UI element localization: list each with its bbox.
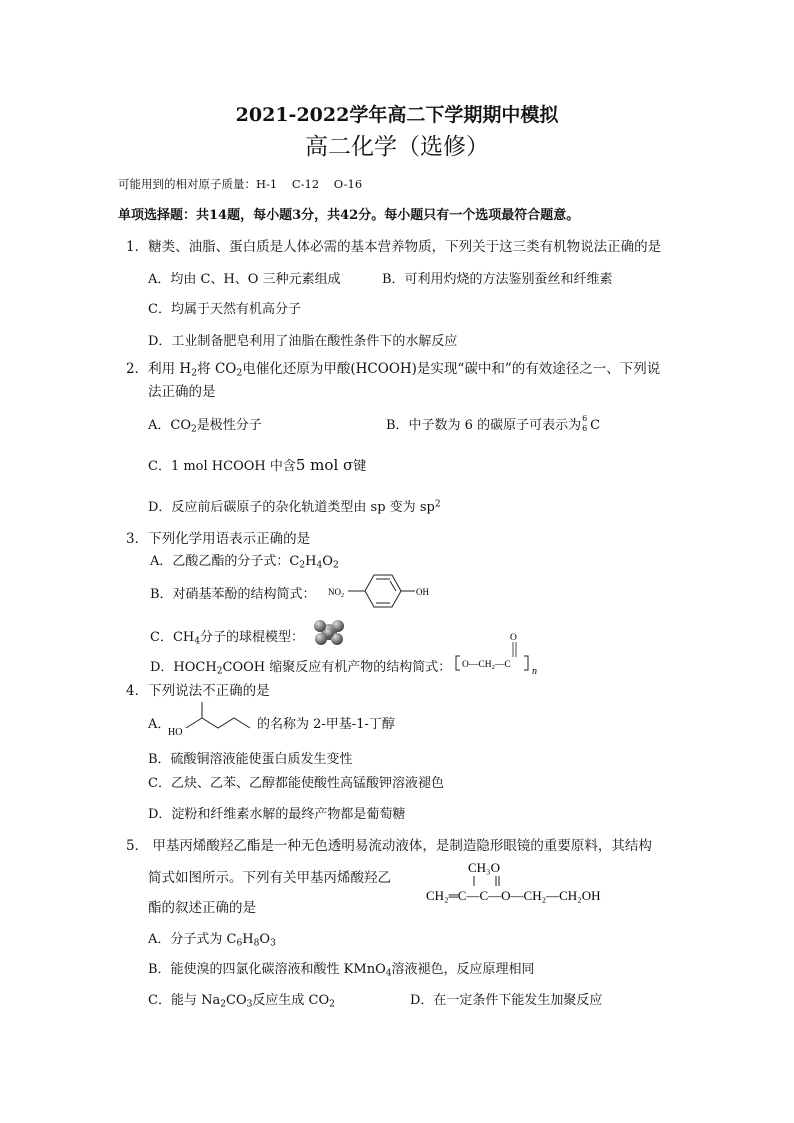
ch4-ball-stick-model <box>312 618 346 646</box>
q2-stem-line2: 法正确的是 <box>148 384 216 400</box>
no2-label: $NO_2$ <box>328 587 344 599</box>
q5-stem: 5． 甲基丙烯酸羟乙酯是一种无色透明易流动液体，是制造隐形眼镜的重要原料，其结构 <box>126 838 652 854</box>
q3-option-d: D．$HOCH_2COOH$ 缩聚反应有机产物的结构简式： <box>150 660 452 677</box>
q3-option-a: A．乙酸乙酯的分子式：$C_2H_4O_2$ <box>150 554 339 571</box>
q2-stem: 2．利用 $H_2$将 $CO_2$电催化还原为甲酸(HCOOH)是实现“碳中和”的有效途径之一、下列说 <box>126 361 661 379</box>
exam-title: 2021-2022学年高二下学期期中模拟 <box>235 104 559 126</box>
p-nitrophenol-structure <box>328 570 438 614</box>
q5-stem-line3: 酯的叙述正确的是 <box>148 900 256 916</box>
q1-option-a: A．均由 C、H、O 三种元素组成 <box>148 272 341 287</box>
q3-option-c: C．$CH_4$分子的球棍模型： <box>150 630 305 647</box>
q5-stem-line2: 简式如图所示。下列有关甲基丙烯酸羟乙 <box>148 870 391 886</box>
formula-top-line: CH₃O <box>468 860 500 875</box>
q4-option-a-text: 的名称为 2-甲基-1-丁醇 <box>257 717 395 732</box>
ho-label: HO <box>168 727 183 738</box>
q2-option-c: C．1 mol HCOOH 中含5 mol σ键 <box>148 456 367 474</box>
q3-stem: 3．下列化学用语表示正确的是 <box>126 531 311 547</box>
q5-option-c: C．能与 $Na_2CO_3$反应生成 $CO_2$ <box>148 993 335 1010</box>
hema-structural-formula <box>424 858 654 908</box>
section-heading: 单项选择题：共14题，每小题3分，共42分。每小题只有一个选项最符合题意。 <box>118 208 580 223</box>
q5-option-a: A．分子式为 $C_6H_8O_3$ <box>148 932 276 949</box>
q1-option-c: C．均属于天然有机高分子 <box>148 302 301 317</box>
q2-option-a: A．$CO_2$是极性分子 <box>148 418 262 435</box>
q1-stem: 1．糖类、油脂、蛋白质是人体必需的基本营养物质，下列关于这三类有机物说法正确的是 <box>126 239 662 255</box>
q2-option-b: B．中子数为 6 的碳原子可表示为 6 6 C <box>386 413 601 433</box>
polyester-structure <box>450 630 550 678</box>
oh-label: OH <box>416 587 429 597</box>
q5-option-d: D．在一定条件下能发生加聚反应 <box>410 993 603 1008</box>
polymer-repeat-unit: $O—CH_2—C$ <box>462 660 511 671</box>
q4-option-c: C．乙炔、乙苯、乙醇都能使酸性高锰酸钾溶液褪色 <box>148 776 444 791</box>
q4-option-b: B．硫酸铜溶液能使蛋白质发生变性 <box>148 752 353 767</box>
formula-main-line: CH₂═C—C—O—CH₂—CH₂OH <box>426 888 601 903</box>
alcohol-skeletal-structure <box>166 700 256 740</box>
atomic-mass-values: H-1 C-12 O-16 <box>256 177 363 191</box>
q2-option-d: D．反应前后碳原子的杂化轨道类型由 sp 变为 $sp^2$ <box>148 499 441 515</box>
atomic-mass-label: 可能用到的相对原子质量： <box>118 177 256 191</box>
q4-stem: 4．下列说法不正确的是 <box>126 683 270 699</box>
q3-option-b: B．对硝基苯酚的结构简式： <box>150 587 316 602</box>
q1-option-d: D．工业制备肥皂利用了油脂在酸性条件下的水解反应 <box>148 334 458 349</box>
polymer-n: n <box>532 666 537 677</box>
q4-option-d: D．淀粉和纤维素水解的最终产物都是葡萄糖 <box>148 807 406 822</box>
q4-option-a-label: A． <box>148 717 171 732</box>
atomic-mass-line <box>118 176 362 192</box>
q1-option-b: B．可利用灼烧的方法鉴别蚕丝和纤维素 <box>382 272 613 287</box>
q5-option-b: B．能使溴的四氯化碳溶液和酸性 KMnO$_4$溶液褪色，反应原理相同 <box>148 962 535 979</box>
exam-subtitle: 高二化学（选修） <box>305 134 489 160</box>
carbonyl-o: O <box>510 633 517 643</box>
